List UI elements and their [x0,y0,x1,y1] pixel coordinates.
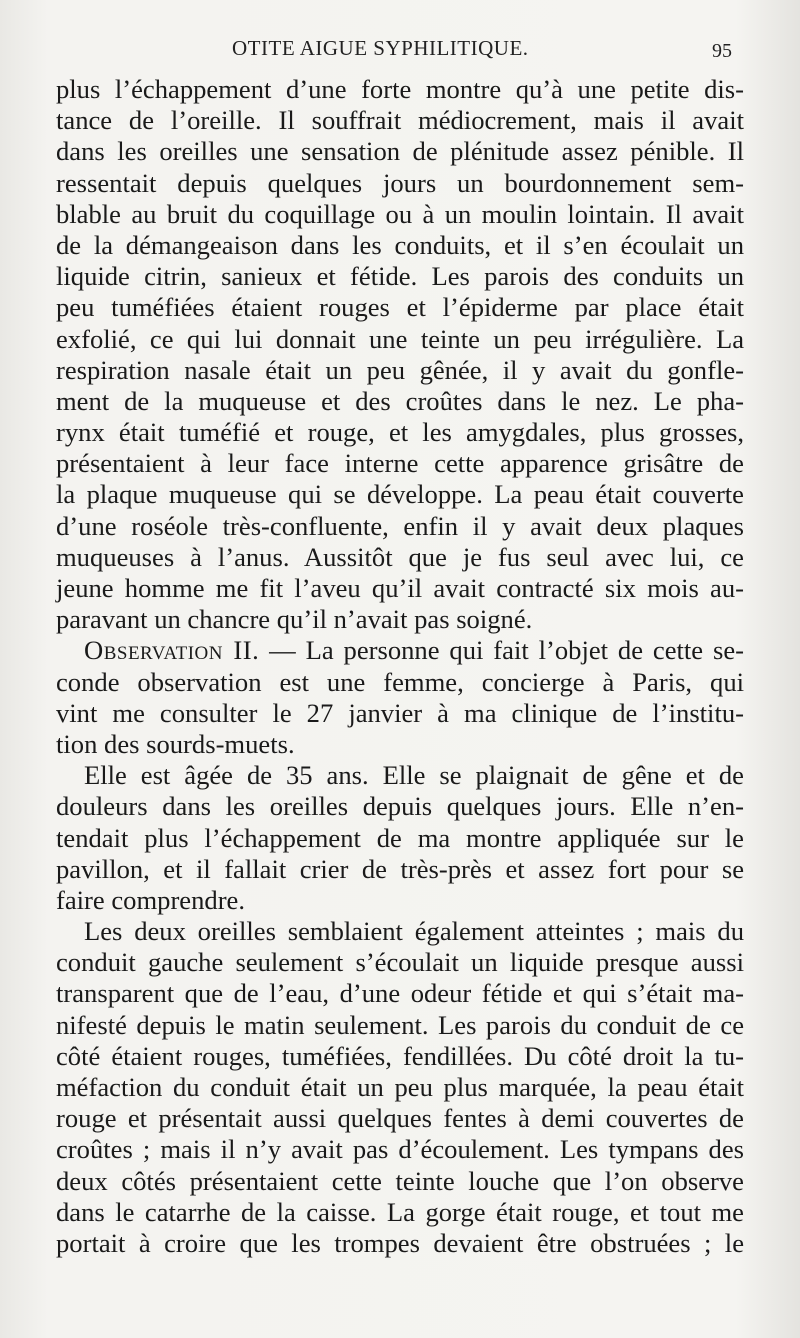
text-line: tendait plus l’échappement de ma montre appliquée sur le [56,822,744,853]
text-line: jeune homme me fit l’aveu qu’il avait contracté six mois au- [56,573,744,603]
text-line: rouge et présentait aussi quelques fentes à demi couvertes de [56,1103,744,1134]
text-line: croûtes ; mais il n’y avait pas d’écoulement. Les tympans des [56,1134,744,1165]
text-line: muqueuses à l’anus. Aussitôt que je fus seul avec lui, ce [56,541,744,572]
text-line: tance de l’oreille. Il souffrait médiocrement, mais il avait [56,105,744,136]
text-fragment: — La personne qui fait l’objet de cette se- [259,635,744,666]
text-line: Les deux oreilles semblaient également atteintes ; mais du [84,916,744,947]
text-line: transparent que de l’eau, d’une odeur fétide et qui s’était ma- [56,978,744,1009]
text-line: liquide citrin, sanieux et fétide. Les parois des conduits un [56,261,744,292]
text-line: nifesté depuis le matin seulement. Les parois du conduit de ce [56,1009,744,1040]
text-line: douleurs dans les oreilles depuis quelques jours. Elle n’en- [56,791,744,822]
text-line: paravant un chancre qu’il n’avait pas soigné. [56,604,533,635]
text-line: deux côtés présentaient cette teinte louche que l’on observe [56,1165,744,1196]
text-line: méfaction du conduit était un peu plus marquée, la peau était [56,1072,744,1102]
text-line: côté étaient rouges, tuméfiées, fendillées. Du côté droit la tu- [56,1040,744,1071]
body-text [56,74,744,1259]
running-title: OTITE AIGUE SYPHILITIQUE. [232,36,529,60]
observation-label: Observation II. [84,635,260,666]
text-line: exfolié, ce qui lui donnait une teinte un peu irrégulière. La [56,323,744,354]
text-line: tion des sourds-muets. [56,728,295,759]
text-line: blable au bruit du coquillage ou à un moulin lointain. Il avait [56,198,744,229]
text-line: peu tuméfiées étaient rouges et l’épiderme par place était [56,292,744,323]
text-line: conduit gauche seulement s’écoulait un liquide presque aussi [56,947,744,978]
page-header [0,36,800,66]
text-line: plus l’échappement d’une forte montre qu’à une petite dis- [56,74,744,104]
page-number: 95 [712,40,732,62]
paragraph-observation [56,635,744,760]
text-line: portait à croire que les trompes devaient être obstruées ; le [56,1227,744,1258]
text-line: faire comprendre. [56,884,246,915]
text-line: dans les oreilles une sensation de plénitude assez pénible. Il [56,136,744,167]
paragraph [56,74,744,635]
text-line: ressentait depuis quelques jours un bourdonnement sem- [56,167,744,198]
text-line: vint me consulter le 27 janvier à ma clinique de l’institu- [56,697,744,728]
text-line: dans le catarrhe de la caisse. La gorge était rouge, et tout me [56,1196,744,1227]
text-line: la plaque muqueuse qui se développe. La peau était couverte [56,479,744,510]
text-line: présentaient à leur face interne cette apparence grisâtre de [56,448,744,479]
text-line: conde observation est une femme, concierge à Paris, qui [56,666,744,697]
text-line [56,635,744,666]
text-line: d’une roséole très-confluente, enfin il y avait deux plaques [56,510,744,541]
text-line: respiration nasale était un peu gênée, il y avait du gonfle- [56,354,744,385]
text-line: de la démangeaison dans les conduits, et il s’en écoulait un [56,229,744,260]
text-line: Elle est âgée de 35 ans. Elle se plaignait de gêne et de [84,760,744,791]
text-line: pavillon, et il fallait crier de très-près et assez fort pour se [56,853,744,884]
text-line: rynx était tuméfié et rouge, et les amygdales, plus grosses, [56,417,744,448]
text-line: ment de la muqueuse et des croûtes dans le nez. Le pha- [56,385,744,416]
paragraph [56,760,744,916]
paragraph [56,916,744,1259]
